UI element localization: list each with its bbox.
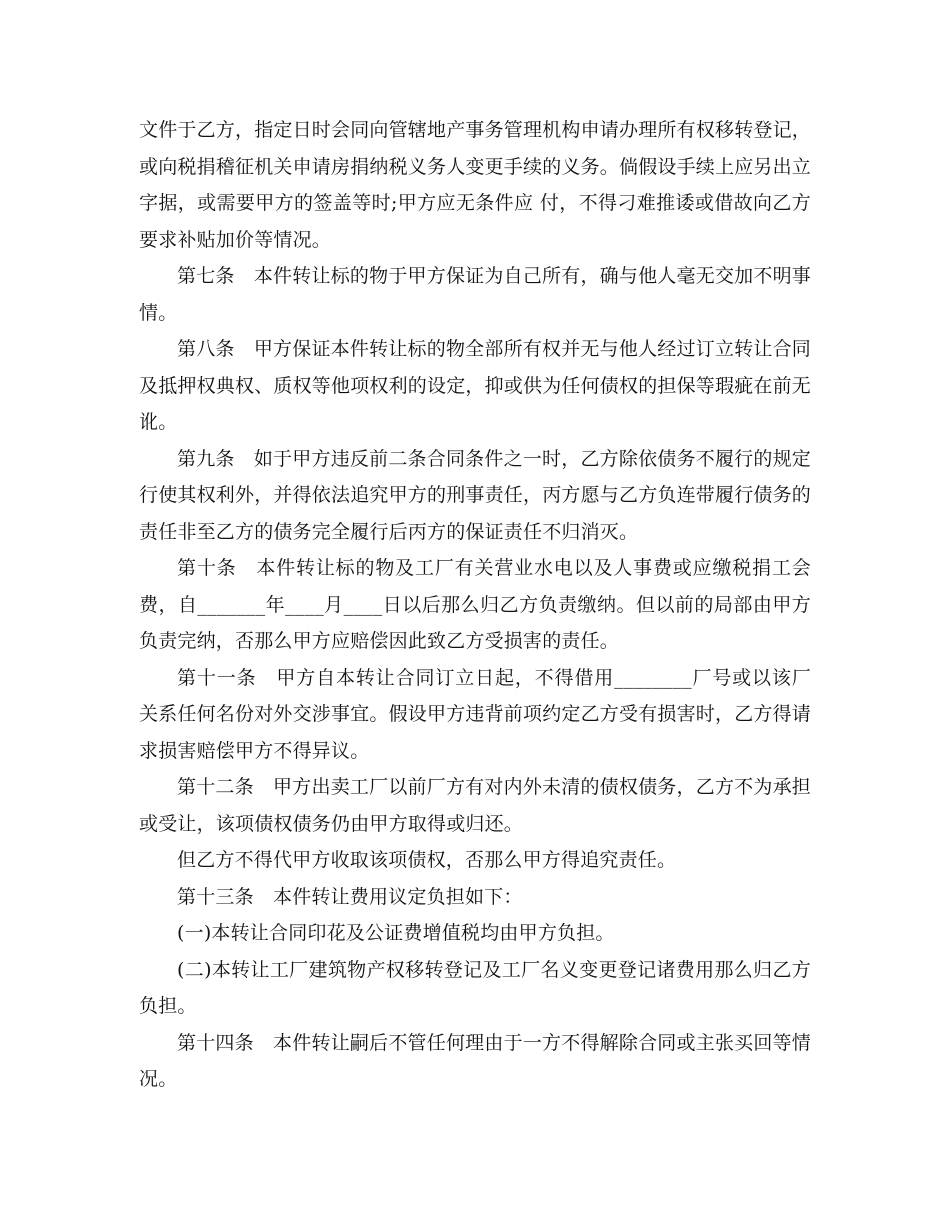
paragraph-article-12-note: 但乙方不得代甲方收取该项债权，否那么甲方得追究责任。 <box>177 849 677 871</box>
paragraph-article-7: 第七条 本件转让标的物于甲方保证为自己所有，确与他人毫无交加不明事情。 <box>139 265 811 324</box>
paragraph-article-13: 第十三条 本件转让费用议定负担如下： <box>177 885 523 908</box>
paragraph-article-8: 第八条 甲方保证本件转让标的物全部所有权并无与他人经过订立转让合同及抵押权典权、质权等他项权利的设定，抑或供为任何债权的担保等瑕疵在前无讹。 <box>139 338 812 433</box>
paragraph-article-14: 第十四条 本件转让嗣后不管任何理由于一方不得解除合同或主张买回等情况。 <box>139 1031 811 1090</box>
paragraph-article-11: 第十一条 甲方自本转让合同订立日起，不得借用________厂号或以该厂关系任何名份对外交涉事宜。假设甲方违背前项约定乙方受有损害时，乙方得请求损害赔偿甲方不得异议。 <box>139 666 812 762</box>
paragraph-article-9: 第九条 如于甲方违反前二条合同条件之一时，乙方除依债务不履行的规定行使其权利外，并得依法追究甲方的刑事责任，丙方愿与乙方负连带履行债务的责任非至乙方的债务完全履行后丙方的保证责任不归消灭。 <box>139 447 812 543</box>
paragraph-article-10: 第十条 本件转让标的物及工厂有关营业水电以及人事费或应缴税捐工会费，自_______年____月____日以后那么归乙方负责缴纳。但以前的局部由甲方负责完纳，否那么甲方应赔偿因此致乙方受损害的责任。 <box>139 557 811 652</box>
contract-body <box>139 112 811 1098</box>
paragraph-continuation: 文件于乙方，指定日时会同向管辖地产事务管理机构申请办理所有权移转登记，或向税捐稽征机关申请房捐纳税义务人变更手续的义务。倘假设手续上应另出立字据，或需要甲方的签盖等时;甲方应无条件应 付，不得刁难推诿或借故向乙方要求补贴加价等情况。 <box>139 119 812 251</box>
paragraph-article-13-item-2: (二)本转让工厂建筑物产权移转登记及工厂名义变更登记诸费用那么归乙方负担。 <box>139 958 811 1017</box>
paragraph-article-13-item-1: (一)本转让合同印花及公证费增值税均由甲方负担。 <box>177 922 615 944</box>
paragraph-article-12: 第十二条 甲方出卖工厂以前厂方有对内外未清的债权债务，乙方不为承担或受让，该项债权债务仍由甲方取得或归还。 <box>139 776 811 835</box>
